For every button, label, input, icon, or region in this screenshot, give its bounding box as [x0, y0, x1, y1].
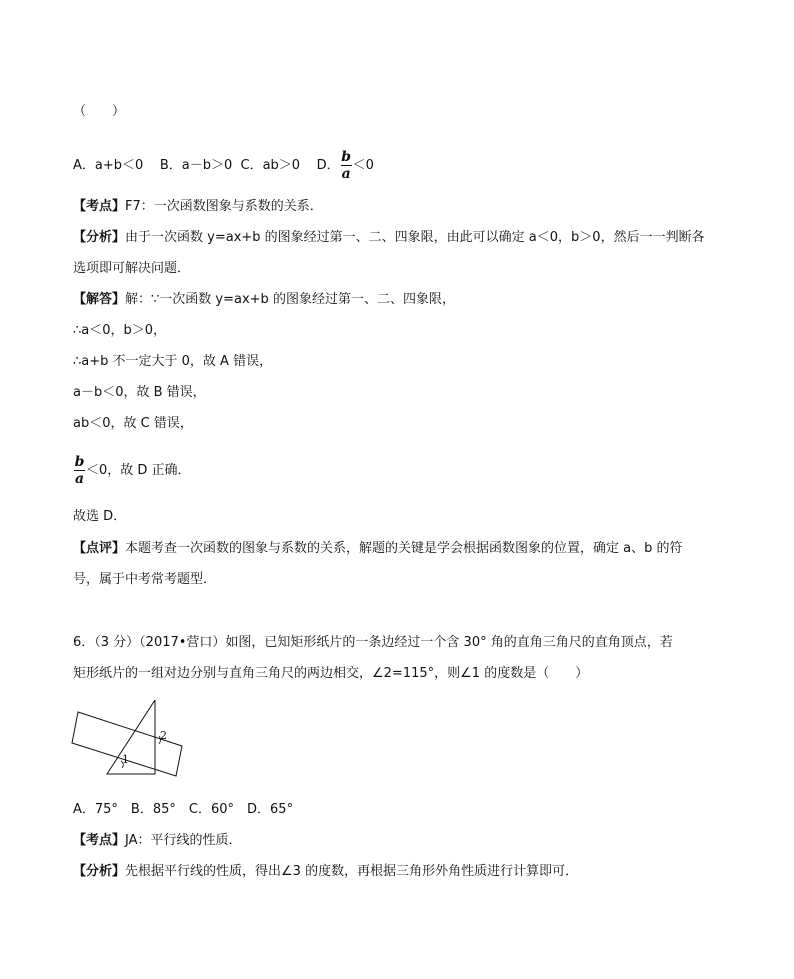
geometry-figure [70, 700, 190, 780]
q5-options [73, 150, 374, 181]
q5-step-4: ab＜0，故 C 错误， [73, 416, 193, 431]
section-tag: 【分析】 [73, 230, 126, 245]
figure-label-2: 2 [160, 729, 167, 742]
q5-jieda [73, 291, 455, 309]
section-tag: 【分析】 [73, 864, 126, 879]
section-text: 解：∵一次函数 y=ax+b 的图象经过第一、二、四象限， [125, 292, 455, 307]
section-tag: 【考点】 [73, 199, 126, 214]
section-text: F7：一次函数图象与系数的关系． [125, 199, 323, 214]
q6-options: A．75° B．85° C．60° D．65° [73, 802, 294, 817]
q5-step-1: ∴a＜0，b＞0， [73, 323, 167, 338]
q5-kaodian [73, 198, 323, 216]
section-text: 由于一次函数 y=ax+b 的图象经过第一、二、四象限，由此可以确定 a＜0，b＞0，然后一一判断各 [125, 230, 705, 245]
fraction-denominator: a [74, 471, 85, 487]
q5-dianping-line2: 号，属于中考常考题型． [73, 572, 217, 587]
option-d-prefix: D． [316, 158, 340, 173]
section-tag: 【解答】 [73, 292, 126, 307]
figure-label-1: 1 [122, 753, 129, 766]
fraction-denominator: a [341, 166, 351, 182]
q5-answer-paren: （ ） [73, 104, 126, 119]
right-triangle-ruler [107, 700, 155, 774]
option-d-fraction [341, 150, 352, 181]
option-c: C．ab＞0 [240, 158, 301, 173]
section-tag: 【点评】 [73, 541, 126, 556]
section-text: 先根据平行线的性质，得出∠3 的度数，再根据三角形外角性质进行计算即可． [125, 864, 579, 879]
q5-step-3: a－b＜0，故 B 错误， [73, 385, 206, 400]
q6-fenxi [73, 863, 578, 881]
section-text: JA：平行线的性质． [125, 833, 242, 848]
option-a: A．a+b＜0 [73, 158, 144, 173]
step5-suffix: ＜0，故 D 正确． [86, 463, 191, 478]
step5-fraction [74, 455, 85, 486]
q5-dianping-line1 [73, 540, 683, 558]
q5-step-2: ∴a+b 不一定大于 0，故 A 错误， [73, 354, 273, 369]
section-text: 本题考查一次函数的图象与系数的关系，解题的关键是学会根据函数图象的位置，确定 a、b 的符 [125, 541, 683, 556]
q6-kaodian [73, 832, 242, 850]
fraction-numerator: b [74, 454, 85, 470]
q6-stem-line2: 矩形纸片的一组对边分别与直角三角尺的两边相交，∠2=115°，则∠1 的度数是（ ） [73, 666, 589, 681]
fraction-numerator: b [341, 149, 352, 165]
q5-answer: 故选 D． [73, 509, 127, 524]
q6-stem-line1: 6．（3 分）（2017•营口）如图，已知矩形纸片的一条边经过一个含 30° 角的直角三角尺的直角顶点，若 [73, 635, 673, 650]
option-d-suffix: ＜0 [352, 158, 374, 173]
q5-fenxi-line1 [73, 229, 705, 247]
option-b: B．a－b＞0 [159, 158, 233, 173]
q5-step-5 [73, 455, 191, 486]
q5-fenxi-line2: 选项即可解决问题． [73, 261, 191, 276]
section-tag: 【考点】 [73, 833, 126, 848]
